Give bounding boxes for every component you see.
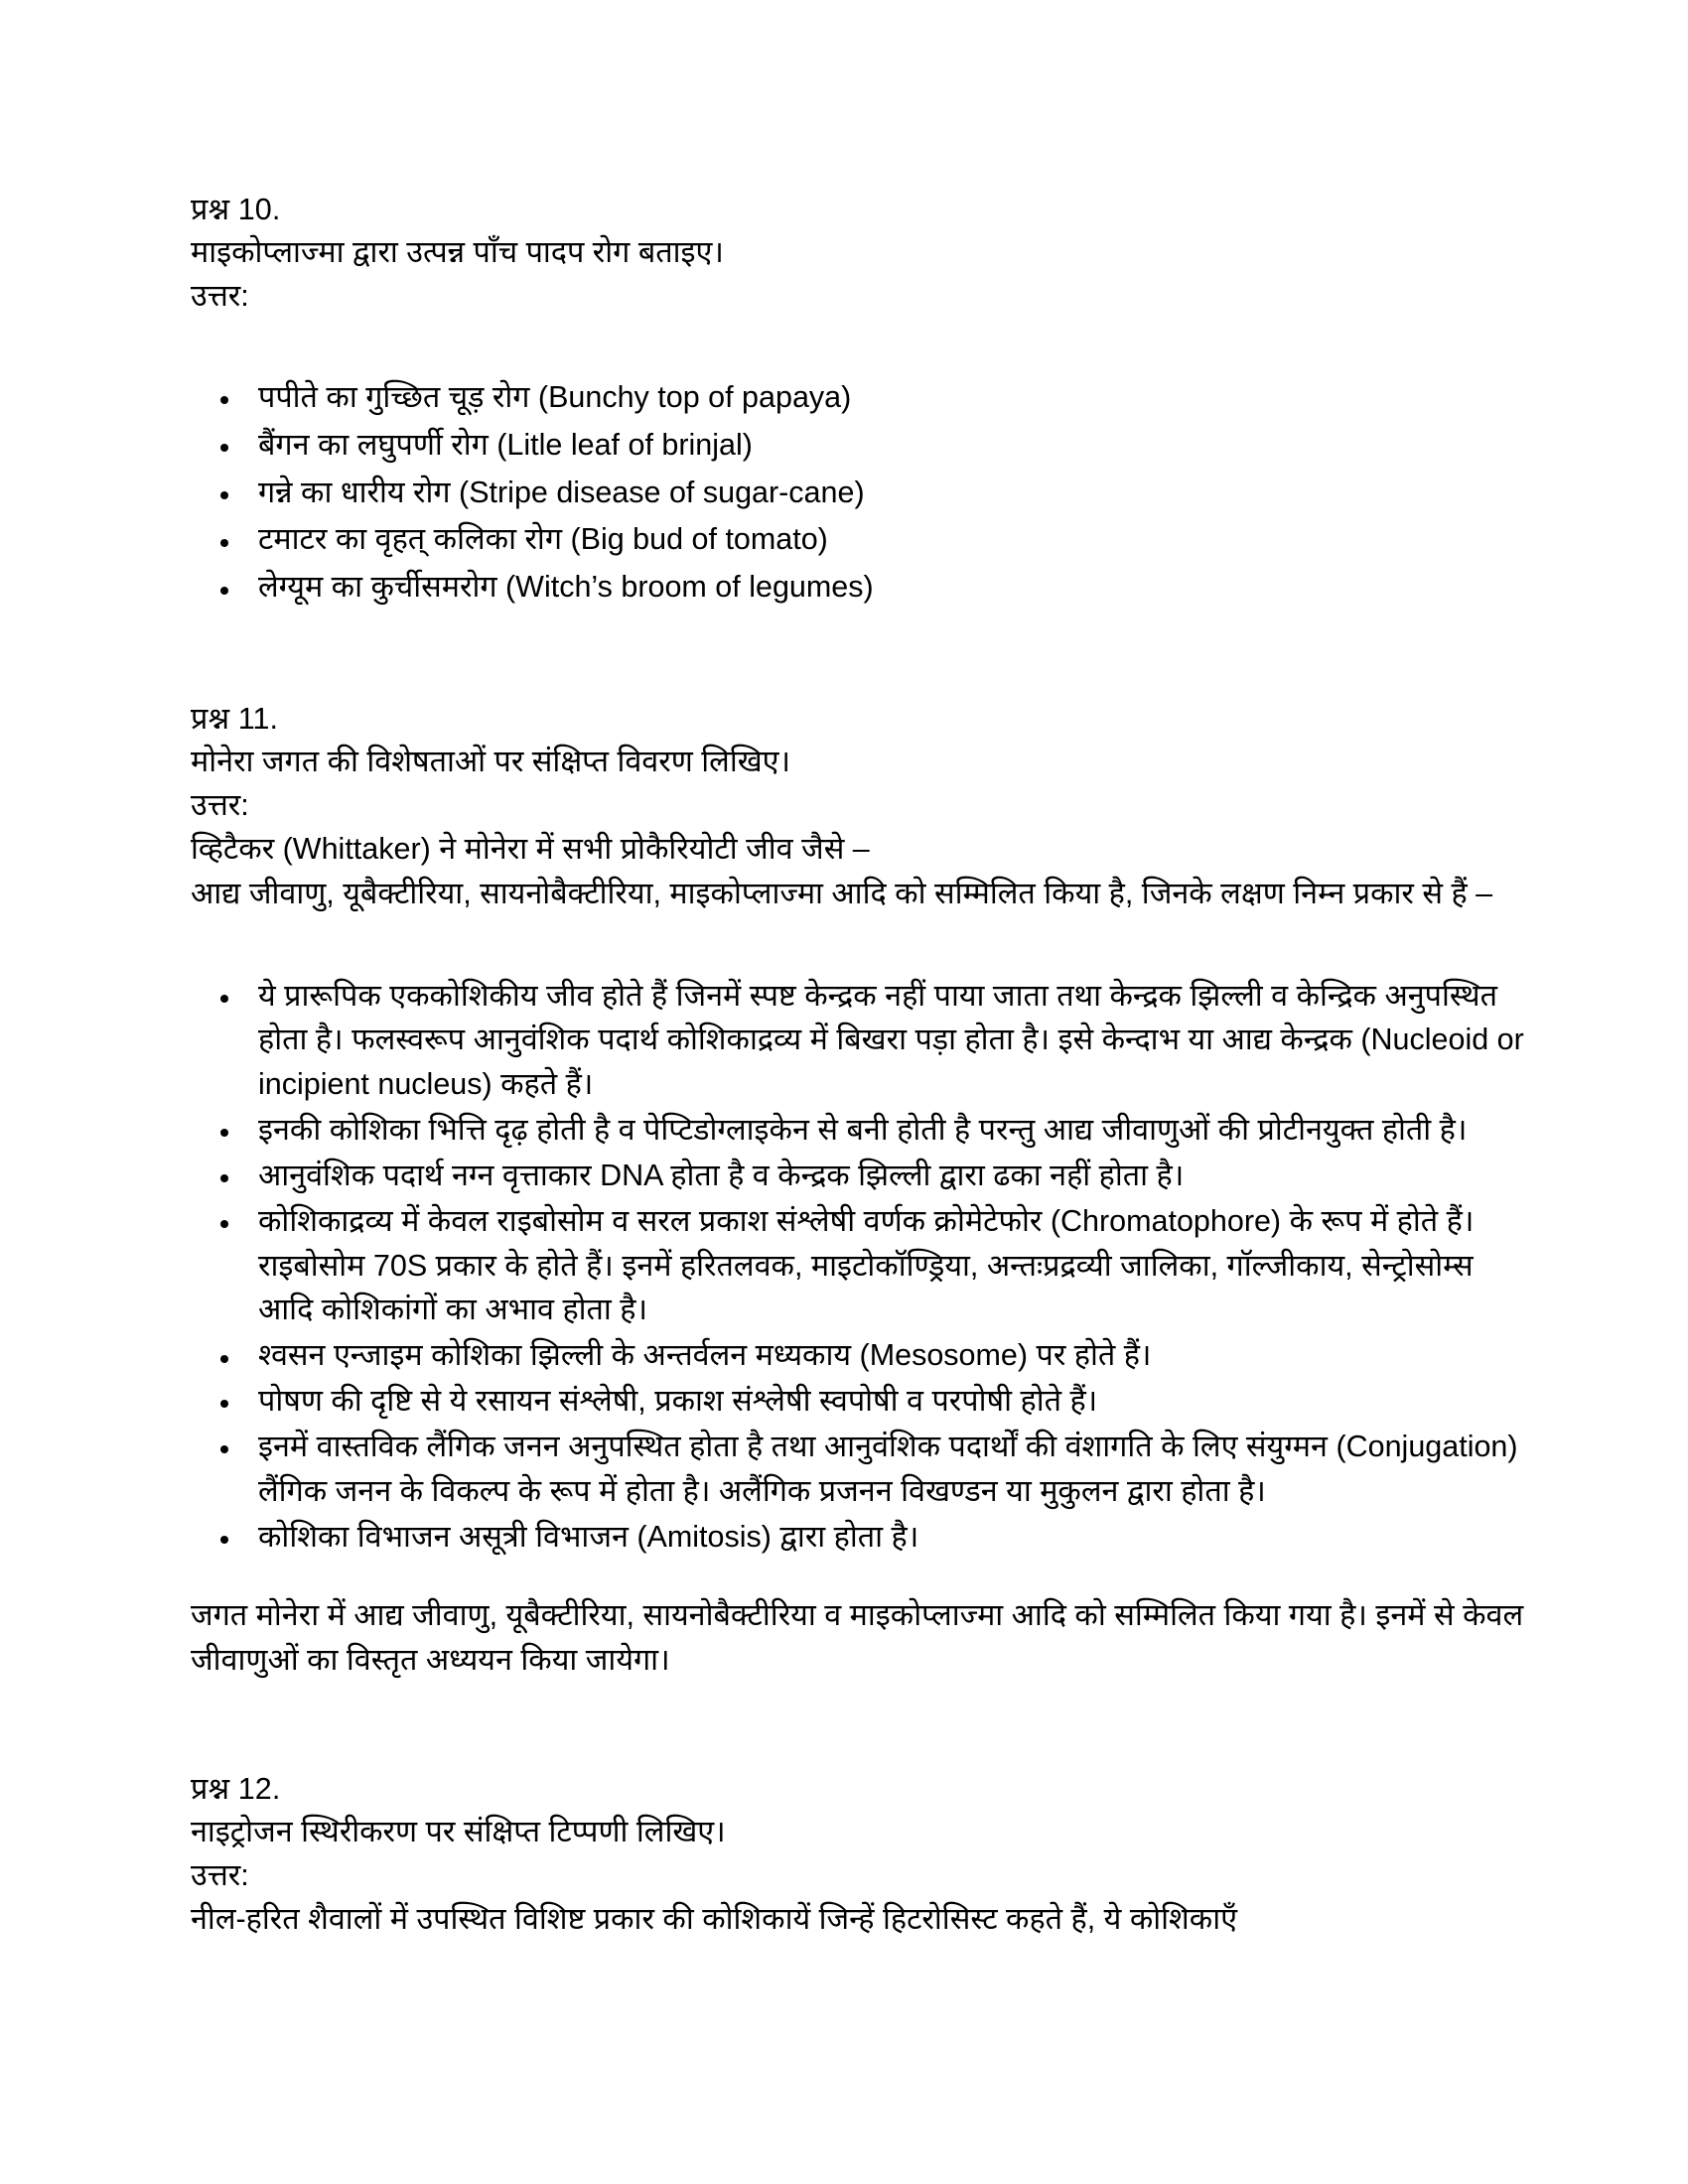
- list-item: [191, 974, 1526, 1107]
- bullet-dot-icon: [220, 1129, 228, 1137]
- list-item-text: आनुवंशिक पदार्थ नग्न वृत्ताकार DNA होता है व केन्द्रक झिल्ली द्वारा ढका नहीं होता है।: [258, 1158, 1185, 1192]
- question-10-answer-label: उत्तर:: [191, 278, 249, 313]
- list-item-text: बैंगन का लघुपर्णी रोग (Litle leaf of brinjal): [258, 427, 753, 462]
- bullet-dot-icon: [220, 1536, 228, 1544]
- list-item: [191, 1108, 1526, 1153]
- question-12-answer-label: उत्तर:: [191, 1857, 249, 1892]
- list-item-text: टमाटर का वृहत् कलिका रोग (Big bud of tomato): [258, 522, 828, 557]
- list-item: [191, 423, 1526, 468]
- list-item-text: पपीते का गुच्छित चूड़ रोग (Bunchy top of papaya): [258, 379, 852, 414]
- question-11-text: मोनेरा जगत की विशेषताओं पर संक्षिप्त विवरण लिखिए।: [191, 745, 791, 779]
- bullet-dot-icon: [220, 1220, 228, 1228]
- bullet-dot-icon: [220, 396, 228, 404]
- list-item-text: कोशिकाद्रव्य में केवल राइबोसोम व सरल प्रकाश संश्लेषी वर्णक क्रोमेटेफोर (Chromatophore) के रूप में होते हैं। राइबोसोम 70S प्रकार के होते हैं। इनमें हरितलवक, माइटोकॉण्ड्रिया, अन्तःप्रद्रव्यी जालिका, गॉल्जीकाय, सेन्ट्रोसोम्स आदि कोशिकांगों का अभाव होता है।: [258, 1203, 1475, 1327]
- question-10-text: माइकोप्लाज्मा द्वारा उत्पन्न पाँच पादप रोग बताइए।: [191, 235, 724, 270]
- list-item: [191, 375, 1526, 420]
- spacer: [191, 613, 1526, 698]
- spacer: [191, 1560, 1526, 1593]
- question-10-bullet-list: [191, 375, 1526, 610]
- spacer: [191, 318, 1526, 375]
- bullet-dot-icon: [220, 1445, 228, 1453]
- list-item: [191, 565, 1526, 610]
- list-item-text: इनकी कोशिका भित्ति दृढ़ होती है व पेप्टिडोग्लाइकेन से बनी होती है परन्तु आद्य जीवाणुओं की प्रोटीनयुक्त होती है।: [258, 1113, 1468, 1148]
- list-item-text: इनमें वास्तविक लैंगिक जनन अनुपस्थित होता है तथा आनुवंशिक पदार्थों की वंशागति के लिए संयुग्मन (Conjugation) लैंगिक जनन के विकल्प के रूप में होता है। अलैंगिक प्रजनन विखण्डन या मुकुलन द्वारा होता है।: [258, 1429, 1518, 1508]
- question-12-text: नाइट्रोजन स्थिरीकरण पर संक्षिप्त टिप्पणी लिखिए।: [191, 1815, 726, 1849]
- list-item-text: ये प्रारूपिक एककोशिकीय जीव होते हैं जिनमें स्पष्ट केन्द्रक नहीं पाया जाता तथा केन्द्रक झिल्ली व केन्द्रिक अनुपस्थित होता है। फलस्वरूप आनुवंशिक पदार्थ कोशिकाद्रव्य में बिखरा पड़ा होता है। इसे केन्दाभ या आद्य केन्द्रक (Nucleoid or incipient nucleus) कहते हैं।: [258, 978, 1524, 1102]
- question-11-intro-line-2: आद्य जीवाणु, यूबैक्टीरिया, सायनोबैक्टीरिया, माइकोप्लाज्मा आदि को सम्मिलित किया है, जिनके लक्षण निम्न प्रकार से हैं –: [191, 876, 1493, 910]
- list-item: [191, 517, 1526, 562]
- list-item-text: गन्ने का धारीय रोग (Stripe disease of sugar-cane): [258, 475, 865, 509]
- question-block-12: [191, 1768, 1526, 1942]
- spacer: [191, 1683, 1526, 1768]
- list-item-text: कोशिका विभाजन असूत्री विभाजन (Amitosis) द्वारा होता है।: [258, 1519, 919, 1554]
- bullet-dot-icon: [220, 491, 228, 499]
- list-item: [191, 1379, 1526, 1424]
- list-item: [191, 471, 1526, 515]
- question-12-answer-line-1: नील-हरित शैवालों में उपस्थित विशिष्ट प्रकार की कोशिकायें जिन्हें हिटरोसिस्ट कहते हैं, ये कोशिकाएँ: [191, 1901, 1237, 1936]
- list-item-text: पोषण की दृष्टि से ये रसायन संश्लेषी, प्रकाश संश्लेषी स्वपोषी व परपोषी होते हैं।: [258, 1384, 1098, 1419]
- question-11-label: प्रश्न 11.: [191, 702, 279, 737]
- question-11-intro-line-1: व्हिटैकर (Whittaker) ने मोनेरा में सभी प्रोकैरियोटी जीव जैसे –: [191, 831, 870, 866]
- bullet-dot-icon: [220, 995, 228, 1003]
- question-10-label: प्रश्न 10.: [191, 193, 281, 226]
- list-item: [191, 1515, 1526, 1560]
- question-block-10: [191, 189, 1526, 610]
- list-item-text: लेग्यूम का कुर्चीसमरोग (Witch’s broom of legumes): [258, 570, 874, 605]
- question-11-bullet-list: [191, 974, 1526, 1560]
- list-item: [191, 1154, 1526, 1198]
- list-item: [191, 1199, 1526, 1332]
- bullet-dot-icon: [220, 1174, 228, 1182]
- question-block-11: [191, 698, 1526, 1683]
- spacer: [191, 916, 1526, 974]
- question-11-closing-paragraph: जगत मोनेरा में आद्य जीवाणु, यूबैक्टीरिया, सायनोबैक्टीरिया व माइकोप्लाज्मा आदि को सम्मिलित किया गया है। इनमें से केवल जीवाणुओं का विस्तृत अध्ययन किया जायेगा।: [191, 1598, 1524, 1678]
- question-11-answer-label: उत्तर:: [191, 787, 249, 822]
- list-item: [191, 1333, 1526, 1378]
- bullet-dot-icon: [220, 1400, 228, 1408]
- list-item-text: श्वसन एन्जाइम कोशिका झिल्ली के अन्तर्वलन मध्यकाय (Mesosome) पर होते हैं।: [258, 1338, 1152, 1373]
- bullet-dot-icon: [220, 1355, 228, 1363]
- list-item: [191, 1425, 1526, 1514]
- bullet-dot-icon: [220, 444, 228, 452]
- bullet-dot-icon: [220, 539, 228, 547]
- bullet-dot-icon: [220, 587, 228, 595]
- question-12-label: प्रश्न 12.: [191, 1772, 281, 1806]
- page-content: [191, 189, 1526, 1942]
